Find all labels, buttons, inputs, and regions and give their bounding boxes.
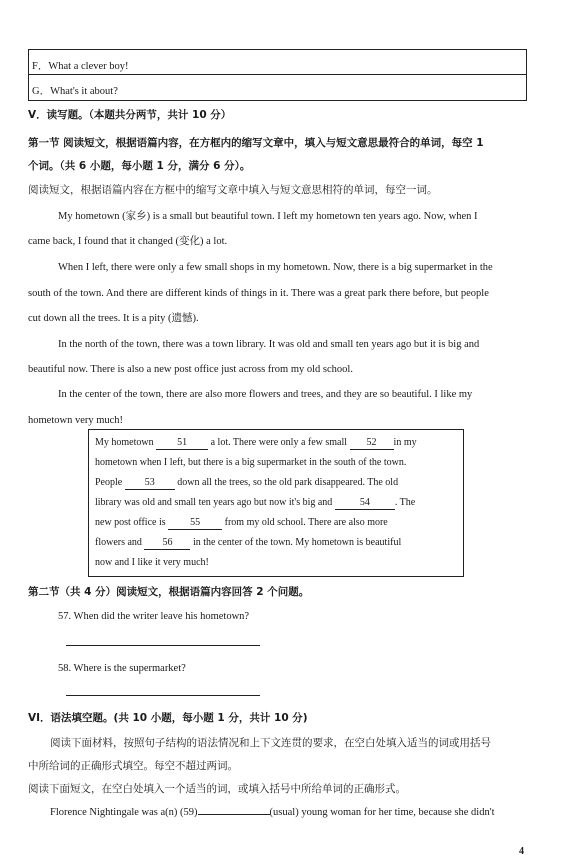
part1-instruction-1: 第一节 阅读短文，根据语篇内容，在方框内的缩写文章中，填入与短文意思最符合的单词，每空 1 <box>28 137 484 149</box>
section6-instruction-1: 阅读下面材料，按照句子结构的语法情况和上下文连贯的要求，在空白处填入适当的词或用括号 <box>50 738 491 749</box>
passage-line-5: cut down all the trees. It is a pity (遗憾). <box>28 313 199 324</box>
passage-line-4: south of the town. And there are different kinds of things in it. There was a great park there before, but people <box>28 288 489 299</box>
passage-line-3: When I left, there were only a few small shops in my hometown. Now, there is a big supermarket in the <box>58 262 493 273</box>
summary-line-5: new post office is 55 from my old school. There are also more <box>95 517 388 528</box>
passage-line-7: beautiful now. There is also a new post office just across from my old school. <box>28 364 353 375</box>
passage-line-2: came back, I found that it changed (变化) a lot. <box>28 236 228 247</box>
blank-54[interactable]: 54 <box>335 497 395 510</box>
blank-52[interactable]: 52 <box>350 437 394 450</box>
section6-instruction-2: 中所给词的正确形式填空。每空不超过两词。 <box>28 761 238 772</box>
option-f: F．What a clever boy! <box>32 61 129 72</box>
blank-56[interactable]: 56 <box>144 537 190 550</box>
summary-line-6: flowers and 56 in the center of the town. My hometown is beautiful <box>95 537 402 548</box>
option-g: G．What's it about? <box>32 86 118 97</box>
section6-line-1: Florence Nightingale was a(n) (59) (usual) young woman for her time, because she didn't <box>50 807 495 818</box>
question-57: 57. When did the writer leave his hometown? <box>58 611 250 622</box>
passage-line-9: hometown very much! <box>28 415 124 426</box>
options-divider <box>29 74 526 75</box>
summary-line-7: now and I like it very much! <box>95 557 209 568</box>
page-number: 4 <box>519 846 524 857</box>
passage-line-6: In the north of the town, there was a town library. It was old and small ten years ago but it is big and <box>58 339 480 350</box>
summary-box <box>88 429 464 577</box>
passage-line-8: In the center of the town, there are also more flowers and trees, and they are so beautiful. I like my <box>58 389 473 400</box>
part2-instruction: 第二节（共 4 分）阅读短文，根据语篇内容回答 2 个问题。 <box>28 586 310 598</box>
summary-line-3: People 53 down all the trees, so the old park disappeared. The old <box>95 477 399 488</box>
section6-instruction-3: 阅读下面短文，在空白处填入一个适当的词，或填入括号中所给单词的正确形式。 <box>28 784 406 795</box>
section6-header: VI．语法填空题。(共 10 小题，每小题 1 分，共计 10 分) <box>28 712 308 724</box>
part1-instruction-2: 个词。（共 6 小题，每小题 1 分，满分 6 分）。 <box>28 160 251 172</box>
summary-line-4: library was old and small ten years ago but now it's big and 54 . The <box>95 497 416 508</box>
summary-line-1: My hometown 51 a lot. There were only a few small 52 in my <box>95 437 417 448</box>
question-58: 58. Where is the supermarket? <box>58 663 186 674</box>
blank-51[interactable]: 51 <box>156 437 208 450</box>
summary-line-2: hometown when I left, but there is a big supermarket in the south of the town. <box>95 457 407 468</box>
part1-instruction-3: 阅读短文，根据语篇内容在方框中的缩写文章中填入与短文意思相符的单词，每空一词。 <box>28 185 438 196</box>
section5-header: V．读写题。（本题共分两节，共计 10 分） <box>28 109 232 121</box>
passage-line-1: My hometown (家乡) is a small but beautiful town. I left my hometown ten years ago. Now, when I <box>58 211 478 222</box>
answer-line-58[interactable] <box>66 695 260 696</box>
blank-59[interactable] <box>198 814 270 815</box>
options-box <box>28 49 527 101</box>
blank-53[interactable]: 53 <box>125 477 175 490</box>
answer-line-57[interactable] <box>66 645 260 646</box>
blank-55[interactable]: 55 <box>168 517 222 530</box>
